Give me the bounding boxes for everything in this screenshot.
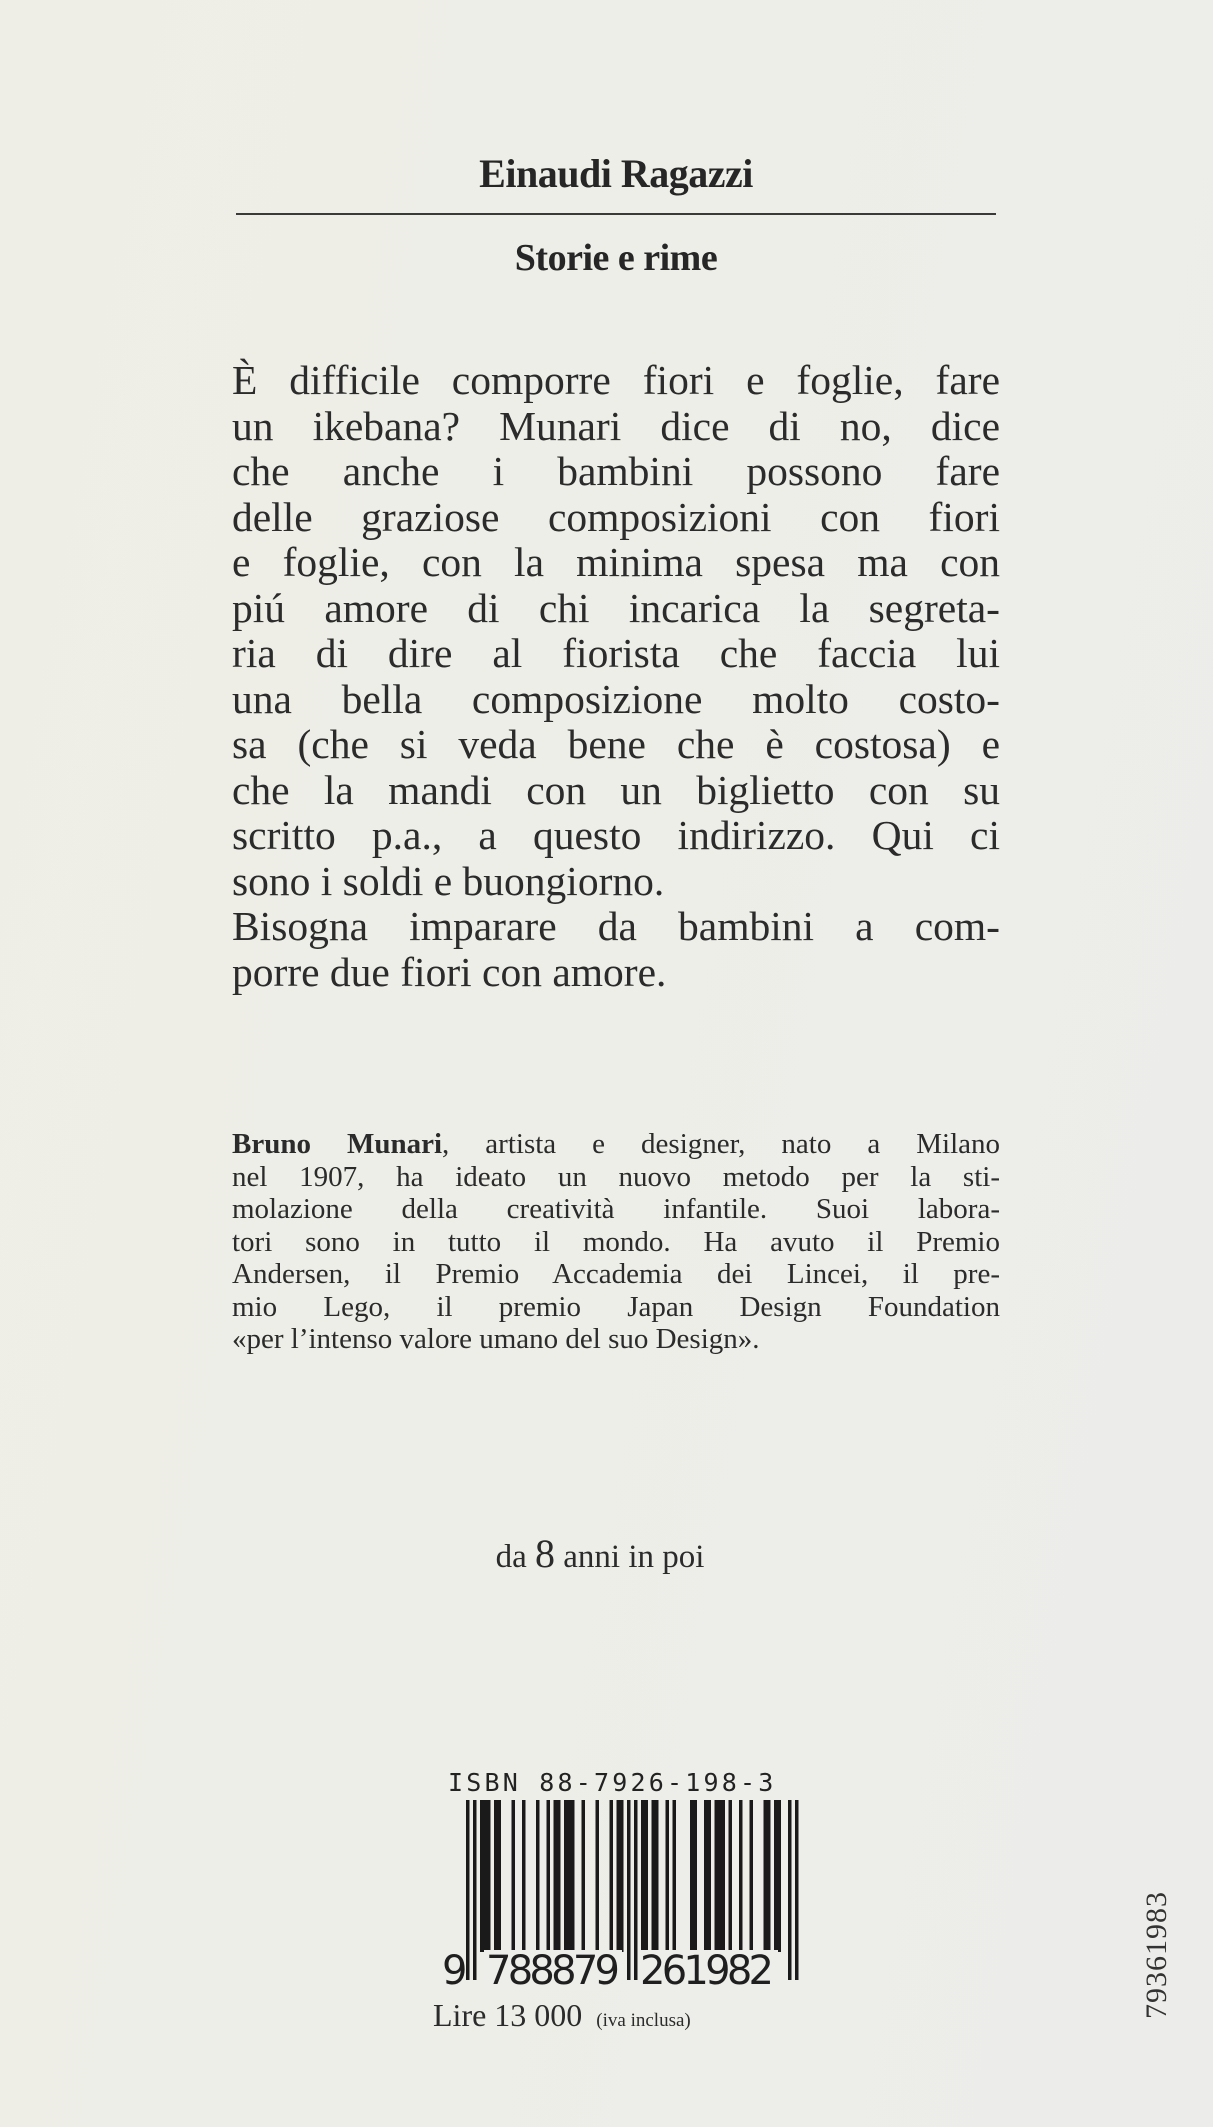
- barcode-bar: [494, 1800, 498, 1952]
- ean-first-digit: 9: [442, 1948, 468, 1990]
- blurb-line: sono i soldi e buongiorno.: [232, 857, 665, 904]
- blurb-line: piú amore di chi incarica la segreta-: [232, 584, 1000, 631]
- bio-line: Andersen, il Premio Accademia dei Lincei, il pre-: [232, 1258, 1000, 1290]
- series-title: Einaudi Ragazzi: [479, 151, 753, 196]
- barcode: [440, 1800, 820, 1990]
- barcode-bar: [764, 1800, 768, 1952]
- isbn-label: ISBN 88-7926-198-3: [448, 1768, 777, 1797]
- barcode-graphic: [440, 1800, 820, 1990]
- price-note: (iva inclusa): [596, 2010, 691, 2031]
- blurb-line: che la mandi con un biglietto con su: [232, 766, 1000, 813]
- bio-line: mio Lego, il premio Japan Design Foundation: [232, 1290, 1000, 1323]
- blurb-line: un ikebana? Munari dice di no, dice: [232, 402, 1000, 449]
- barcode-bar: [715, 1800, 719, 1952]
- barcode-bar: [473, 1800, 477, 1980]
- bio-line: nel 1907, ha ideato un nuovo metodo per la sti-: [232, 1160, 1000, 1193]
- header-rule: [236, 213, 996, 215]
- price: [433, 1997, 691, 2034]
- barcode-bar: [596, 1800, 600, 1952]
- barcode-bar: [610, 1800, 614, 1952]
- barcode-bar: [708, 1800, 712, 1952]
- blurb: [232, 358, 1000, 995]
- barcode-bar: [547, 1800, 551, 1952]
- barcode-bar: [512, 1800, 516, 1952]
- blurb-line: scritto p.a., a questo indirizzo. Qui ci: [232, 812, 1000, 858]
- barcode-bar: [568, 1800, 572, 1952]
- blurb-line: È difficile comporre fiori e foglie, fare: [232, 357, 1000, 403]
- barcode-bar: [536, 1800, 540, 1952]
- barcode-bar: [788, 1800, 792, 1980]
- barcode-bar: [767, 1800, 771, 1952]
- age-number: 8: [535, 1531, 555, 1576]
- barcode-bar: [641, 1800, 645, 1952]
- barcode-bar: [722, 1800, 726, 1952]
- blurb-line: sa (che si veda bene che è costosa) e: [232, 721, 1000, 767]
- barcode-bar: [778, 1800, 782, 1952]
- blurb-line: delle graziose composizioni con fiori: [232, 493, 1000, 540]
- barcode-bar: [480, 1800, 484, 1952]
- barcode-bar: [484, 1800, 488, 1952]
- barcode-bar: [673, 1800, 677, 1952]
- barcode-bar: [774, 1800, 778, 1952]
- author-name: Bruno Munari: [232, 1128, 443, 1160]
- blurb-line: che anche i bambini possono fare: [232, 448, 1000, 494]
- blurb-line: ria di dire al fiorista che faccia lui: [232, 630, 1000, 676]
- barcode-bar: [522, 1800, 526, 1952]
- barcode-bar: [564, 1800, 568, 1952]
- barcode-bar: [652, 1800, 656, 1952]
- barcode-bar: [729, 1800, 733, 1952]
- barcode-bar: [554, 1800, 558, 1952]
- ean-left-digits: 788879: [486, 1948, 620, 1990]
- barcode-bar: [557, 1800, 561, 1952]
- barcode-bar: [704, 1800, 708, 1952]
- blurb-line: una bella composizione molto costo-: [232, 675, 1000, 722]
- barcode-bar: [487, 1800, 491, 1952]
- barcode-bar: [718, 1800, 722, 1952]
- age-suffix: anni in poi: [563, 1539, 705, 1575]
- barcode-bar: [582, 1800, 586, 1952]
- barcode-bar: [571, 1800, 575, 1952]
- barcode-bar: [645, 1800, 649, 1952]
- spine-code: 79361983: [1140, 1891, 1173, 2019]
- bio-line: [232, 1128, 1000, 1161]
- bio-line: «per l’intenso valore umano del suo Design».: [232, 1323, 760, 1355]
- barcode-bar: [666, 1800, 670, 1952]
- age-prefix: da: [495, 1539, 527, 1575]
- barcode-bar: [739, 1800, 743, 1952]
- author-bio: [232, 1128, 1000, 1356]
- barcode-bar: [750, 1800, 754, 1952]
- barcode-bar: [634, 1800, 638, 1980]
- bio-line: molazione della creatività infantile. Suoi labora-: [232, 1193, 1000, 1225]
- age-range: [300, 1530, 900, 1577]
- blurb-line: Bisogna imparare da bambini a com-: [232, 903, 1000, 949]
- ean-right-digits: 261982: [640, 1948, 774, 1990]
- price-amount: Lire 13 000: [433, 1997, 583, 2033]
- barcode-bar: [620, 1800, 624, 1952]
- blurb-line: porre due fiori con amore.: [232, 948, 667, 995]
- blurb-line: e foglie, con la minima spesa ma con: [232, 539, 1000, 585]
- collection-title: Storie e rime: [514, 237, 718, 279]
- barcode-bar: [795, 1800, 799, 1980]
- barcode-bar: [694, 1800, 698, 1952]
- barcode-bar: [655, 1800, 659, 1952]
- barcode-bar: [627, 1800, 631, 1980]
- bio-line: tori sono in tutto il mondo. Ha avuto il Premio: [232, 1225, 1000, 1258]
- barcode-bar: [690, 1800, 694, 1952]
- bio-first-line-text: , artista e designer, nato a Milano: [442, 1128, 1000, 1160]
- barcode-bar: [617, 1800, 621, 1952]
- barcode-bar: [498, 1800, 502, 1952]
